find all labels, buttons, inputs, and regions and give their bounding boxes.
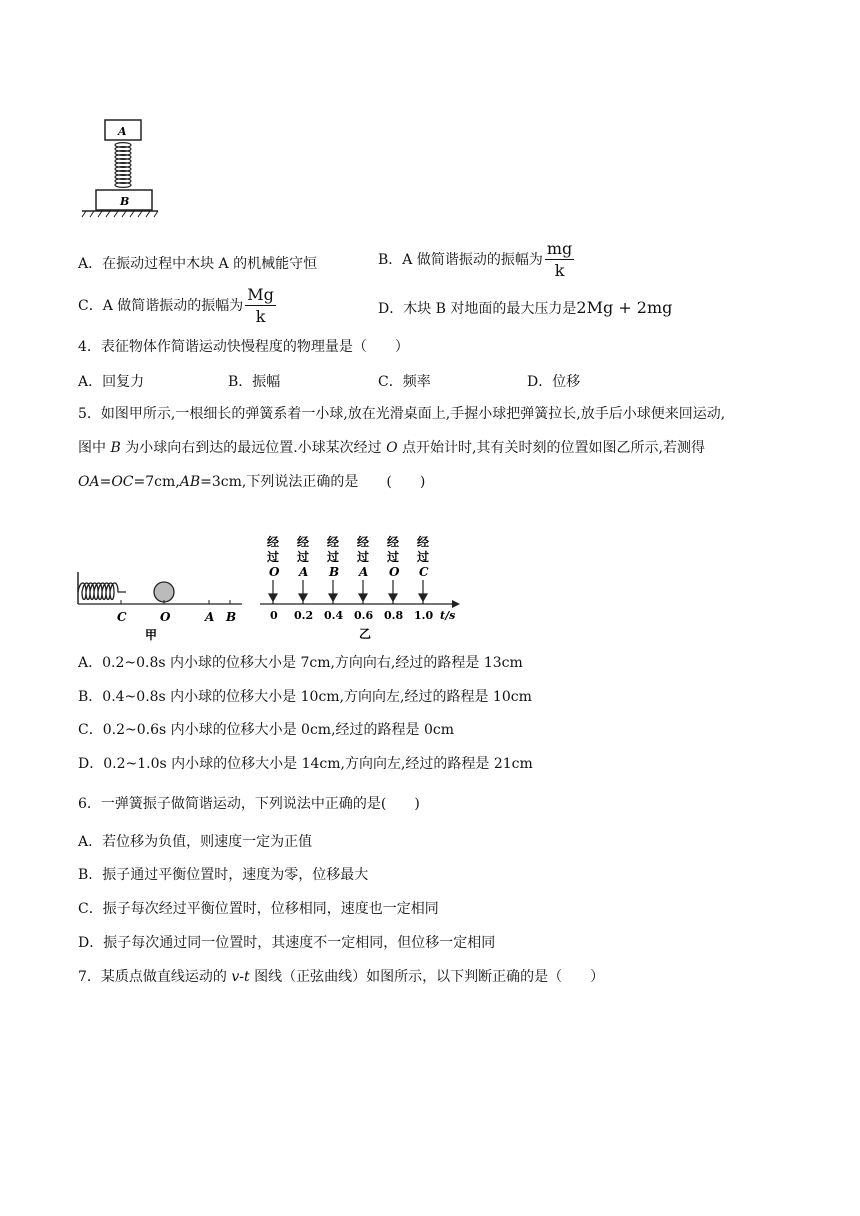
label-b: B (226, 610, 237, 624)
caption-jia: 甲 (145, 628, 158, 642)
svg-text:O: O (389, 565, 400, 579)
fraction-numerator: mg (546, 239, 573, 258)
q6-stem: 6．一弹簧振子做简谐运动，下列说法中正确的是( ) (78, 796, 420, 812)
block-b-label: B (120, 195, 130, 208)
q5-option-d: D．0.2~1.0s 内小球的位移大小是 14cm,方向向左,经过的路程是 21cm (78, 756, 533, 772)
svg-text:经: 经 (357, 535, 370, 549)
fraction-numerator: Mg (247, 285, 274, 304)
q5-stem-line2: 图中 B 为小球向右到达的最远位置.小球某次经过 O 点开始计时,其有关时刻的位置如图乙所示,若测得 (78, 440, 705, 456)
q5-option-c: C．0.2~0.6s 内小球的位移大小是 0cm,经过的路程是 0cm (78, 722, 455, 738)
q6-option-d: D．振子每次通过同一位置时，其速度不一定相同，但位移一定相同 (78, 935, 496, 951)
q6-option-a: A．若位移为负值，则速度一定为正值 (78, 834, 313, 850)
svg-text:过: 过 (387, 550, 400, 564)
q3-option-b-fraction (545, 241, 574, 279)
svg-text:经: 经 (327, 535, 340, 549)
svg-text:过: 过 (357, 550, 370, 564)
svg-text:0.6: 0.6 (354, 609, 374, 622)
fraction-denominator: k (255, 307, 266, 326)
svg-text:0: 0 (270, 609, 278, 622)
svg-text:A: A (359, 565, 369, 579)
q4-option-a: A．回复力 (78, 374, 145, 390)
q3-option-c-fraction (245, 287, 276, 325)
label-a: A (205, 610, 215, 624)
spring-coil-horizontal (78, 583, 126, 600)
q5-stem-line3: OA=OC=7cm,AB=3cm,下列说法正确的是 ( ) (78, 474, 426, 490)
tick-labels (270, 609, 433, 622)
svg-text:过: 过 (417, 550, 430, 564)
ground-hatch (82, 211, 158, 217)
svg-text:0.4: 0.4 (324, 609, 344, 622)
q6-option-c: C．振子每次经过平衡位置时，位移相同，速度也一定相同 (78, 901, 439, 917)
q4-option-c: C．频率 (378, 374, 431, 390)
q5-stem-line1: 5．如图甲所示,一根细长的弹簧系着一小球,放在光滑桌面上,手握小球把弹簧拉长,放手后小球便来回运动, (78, 406, 726, 422)
spring-coil (115, 143, 131, 188)
q5-option-a: A．0.2~0.8s 内小球的位移大小是 7cm,方向向右,经过的路程是 13cm (78, 655, 523, 671)
svg-text:经: 经 (417, 535, 430, 549)
svg-text:B: B (329, 565, 340, 579)
time-axis-arrow (452, 600, 460, 608)
q3-option-d (378, 298, 672, 318)
svg-text:经: 经 (297, 535, 310, 549)
block-a-label: A (118, 125, 127, 138)
q6-option-b: B．振子通过平衡位置时，速度为零，位移最大 (78, 867, 369, 883)
svg-text:A: A (299, 565, 309, 579)
svg-text:1.0: 1.0 (414, 609, 434, 622)
label-c: C (117, 610, 127, 624)
q7-stem: 7．某质点做直线运动的 v-t 图线（正弦曲线）如图所示，以下判断正确的是（ ） (78, 969, 605, 985)
svg-text:0.2: 0.2 (294, 609, 314, 622)
q4-option-b: B．振幅 (228, 374, 281, 390)
label-o: O (160, 610, 171, 624)
caption-yi: 乙 (359, 627, 372, 641)
q4-stem: 4．表征物体作简谐运动快慢程度的物理量是（ ） (78, 339, 409, 355)
spring-blocks-figure (80, 116, 160, 220)
pass-labels (267, 534, 429, 564)
q3-option-b-text: B．A 做简谐振动的振幅为 (378, 252, 543, 268)
q5-option-b: B．0.4~0.8s 内小球的位移大小是 10cm,方向向左,经过的路程是 10cm (78, 689, 532, 705)
fraction-denominator: k (554, 261, 565, 280)
svg-text:经: 经 (387, 535, 400, 549)
svg-text:O: O (269, 565, 280, 579)
q3-option-b (378, 241, 574, 279)
svg-text:0.8: 0.8 (384, 609, 404, 622)
q4-option-d: D．位移 (527, 374, 581, 390)
q3-option-c-text: C．A 做简谐振动的振幅为 (78, 298, 244, 314)
svg-text:过: 过 (267, 550, 280, 564)
position-labels (269, 565, 429, 579)
axis-label: t/s (440, 609, 456, 622)
figure-jia (76, 570, 246, 642)
ball (154, 582, 174, 602)
q3-option-a: A．在振动过程中木块 A 的机械能守恒 (78, 256, 318, 272)
down-arrows (269, 580, 427, 601)
svg-text:C: C (419, 565, 429, 579)
figure-yi (256, 530, 466, 642)
q3-option-c (78, 287, 276, 325)
q3-option-d-text: D．木块 B 对地面的最大压力是 (378, 301, 577, 317)
svg-text:过: 过 (297, 550, 310, 564)
svg-text:经: 经 (267, 535, 280, 549)
q3-option-d-math: 2Mg + 2mg (576, 298, 673, 317)
svg-text:过: 过 (327, 550, 340, 564)
